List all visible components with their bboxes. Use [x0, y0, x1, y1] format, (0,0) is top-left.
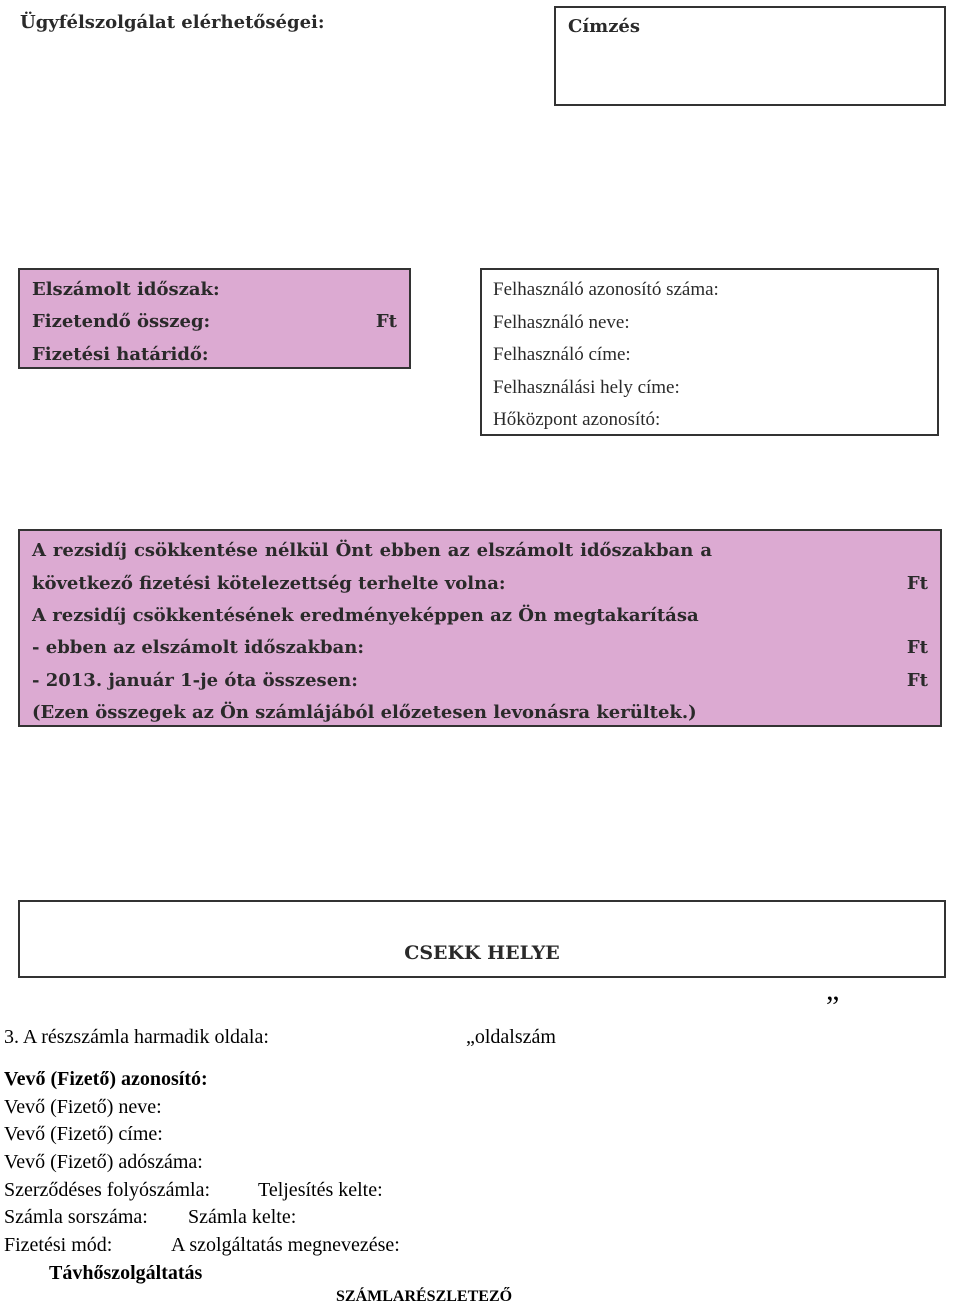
buyer-address-label: Vevő (Fizető) címe: — [4, 1123, 163, 1145]
savings-line-5: - 2013. január 1-je óta összesen: — [32, 670, 358, 691]
billing-period-label: Elszámolt időszak: — [32, 279, 220, 300]
closing-quote: ” — [826, 990, 840, 1023]
payment-deadline-label: Fizetési határidő: — [32, 344, 209, 365]
heat-center-id-label: Hőközpont azonosító: — [493, 409, 661, 430]
user-address-label: Felhasználó címe: — [493, 344, 631, 365]
user-name-label: Felhasználó neve: — [493, 312, 630, 333]
savings-line-3: A rezsidíj csökkentésének eredményeképpen az Ön megtakarítása — [32, 605, 699, 626]
completion-date-label: Teljesítés kelte: — [258, 1179, 383, 1201]
invoice-date-label: Számla kelte: — [188, 1206, 297, 1228]
amount-due-label: Fizetendő összeg: — [32, 311, 211, 332]
savings-unit-1: Ft — [906, 573, 928, 594]
savings-unit-2: Ft — [906, 637, 928, 658]
amount-unit: Ft — [375, 311, 397, 332]
invoice-number-label: Számla sorszáma: — [4, 1206, 148, 1228]
customer-service-title: Ügyfélszolgálat elérhetőségei: — [20, 12, 325, 33]
billing-summary-box — [18, 268, 411, 369]
buyer-id-label: Vevő (Fizető) azonosító: — [4, 1068, 208, 1090]
buyer-tax-label: Vevő (Fizető) adószáma: — [4, 1151, 203, 1173]
payment-method-label: Fizetési mód: — [4, 1234, 113, 1256]
user-id-label: Felhasználó azonosító száma: — [493, 279, 719, 300]
buyer-name-label: Vevő (Fizető) neve: — [4, 1096, 162, 1118]
savings-line-1: A rezsidíj csökkentése nélkül Önt ebben az elszámolt időszakban a — [32, 540, 712, 561]
user-info-box — [480, 268, 939, 436]
address-label: Címzés — [568, 16, 641, 37]
usage-location-label: Felhasználási hely címe: — [493, 377, 680, 398]
service-name-label: A szolgáltatás megnevezése: — [171, 1234, 400, 1256]
page3-heading: 3. A részszámla harmadik oldala: — [4, 1026, 269, 1048]
page-number-placeholder: „oldalszám — [466, 1026, 556, 1048]
check-label: CSEKK HELYE — [404, 942, 560, 964]
address-box — [554, 6, 946, 106]
savings-box — [18, 529, 942, 727]
savings-line-4: - ebben az elszámolt időszakban: — [32, 637, 364, 658]
savings-line-2: következő fizetési kötelezettség terhelte volna: — [32, 573, 506, 594]
savings-line-6: (Ezen összegek az Ön számlájából előzetesen levonásra kerültek.) — [32, 702, 697, 723]
check-placeholder-box — [18, 900, 946, 978]
contract-account-label: Szerződéses folyószámla: — [4, 1179, 211, 1201]
savings-unit-3: Ft — [906, 670, 928, 691]
service-value: Távhőszolgáltatás — [49, 1262, 203, 1284]
invoice-details-title: SZÁMLARÉSZLETEZŐ — [336, 1288, 513, 1305]
